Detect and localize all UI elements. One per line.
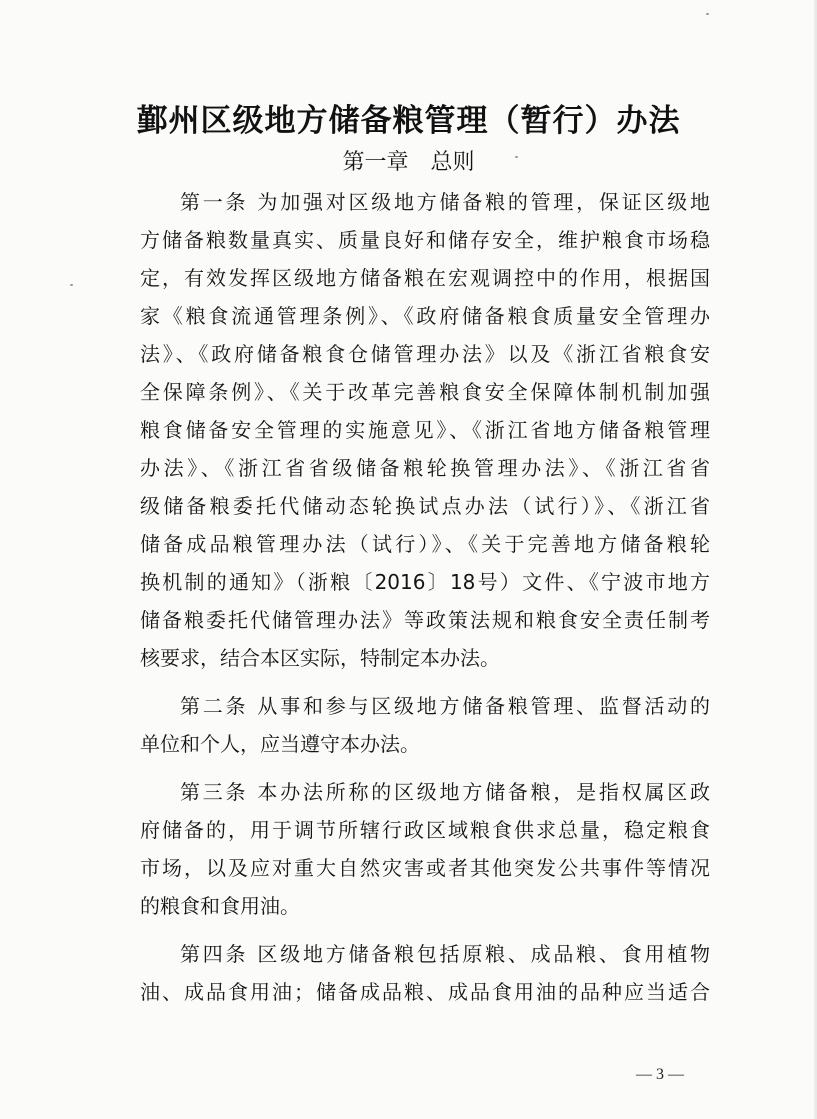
paragraph-gap bbox=[140, 763, 710, 773]
text-line: 定，有效发挥区级地方储备粮在宏观调控中的作用，根据国 bbox=[140, 266, 710, 290]
paragraph bbox=[140, 687, 710, 763]
text-line: 的粮食和食用油。 bbox=[140, 894, 300, 918]
text-line: 第一条 为加强对区级地方储备粮的管理，保证区级地 bbox=[180, 190, 710, 214]
text-line: 全保障条例》、《关于改革完善粮食安全保障体制机制加强 bbox=[140, 380, 710, 404]
text-line: 第二条 从事和参与区级地方储备粮管理、监督活动的 bbox=[180, 694, 710, 718]
page-number: — 3 — bbox=[636, 1066, 684, 1083]
paragraph-gap bbox=[140, 925, 710, 935]
text-line: 储备粮委托代储管理办法》等政策法规和粮食安全责任制考 bbox=[140, 608, 710, 632]
document-body bbox=[140, 183, 710, 1011]
text-line: 市场，以及应对重大自然灾害或者其他突发公共事件等情况 bbox=[140, 856, 710, 880]
document-title: 鄞州区级地方储备粮管理（暂行）办法 bbox=[136, 103, 681, 139]
text-line: 家《粮食流通管理条例》、《政府储备粮食质量安全管理办 bbox=[140, 304, 710, 328]
text-line: 核要求，结合本区实际，特制定本办法。 bbox=[140, 646, 500, 670]
text-line: 第三条 本办法所称的区级地方储备粮，是指权属区政 bbox=[180, 780, 710, 804]
text-line: 方储备粮数量真实、质量良好和储存安全，维护粮食市场稳 bbox=[140, 228, 710, 252]
scan-speck bbox=[70, 284, 73, 286]
paragraph bbox=[140, 183, 710, 677]
scan-speck bbox=[706, 13, 709, 15]
chapter-heading: 第一章 总则 bbox=[342, 150, 475, 175]
text-line: 单位和个人，应当遵守本办法。 bbox=[140, 732, 420, 756]
paragraph bbox=[140, 935, 710, 1011]
paragraph-gap bbox=[140, 677, 710, 687]
text-line: 换机制的通知》（浙粮〔2016〕18号）文件、《宁波市地方 bbox=[140, 570, 710, 594]
text-line: 第四条 区级地方储备粮包括原粮、成品粮、食用植物 bbox=[180, 942, 710, 966]
paragraph bbox=[140, 773, 710, 925]
text-line: 法》、《政府储备粮食仓储管理办法》以及《浙江省粮食安 bbox=[140, 342, 710, 366]
text-line: 粮食储备安全管理的实施意见》、《浙江省地方储备粮管理 bbox=[140, 418, 710, 442]
text-line: 油、成品食用油；储备成品粮、成品食用油的品种应当适合 bbox=[140, 980, 710, 1004]
text-line: 级储备粮委托代储动态轮换试点办法（试行）》、《浙江省 bbox=[140, 494, 710, 518]
text-line: 储备成品粮管理办法（试行）》、《关于完善地方储备粮轮 bbox=[140, 532, 710, 556]
text-line: 办法》、《浙江省省级储备粮轮换管理办法》、《浙江省省 bbox=[140, 456, 710, 480]
text-line: 府储备的，用于调节所辖行政区域粮食供求总量，稳定粮食 bbox=[140, 818, 710, 842]
